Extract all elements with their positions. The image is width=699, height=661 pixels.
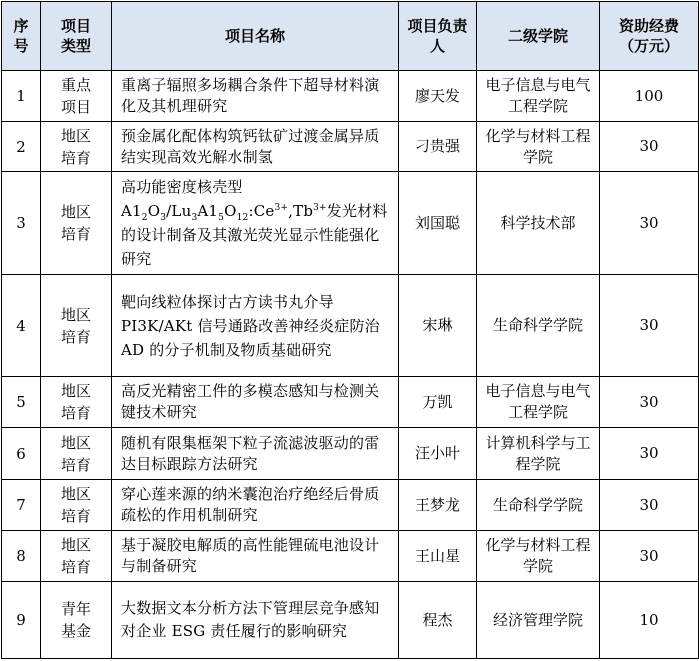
row-idx: 4 — [2, 275, 41, 377]
row-category: 地区培育 — [41, 531, 112, 582]
row-funding: 30 — [600, 275, 699, 377]
row-leader: 程杰 — [399, 582, 477, 659]
row-funding: 30 — [600, 428, 699, 480]
formula-sub: 12 — [236, 213, 249, 223]
row-project-name: 大数据文本分析方法下管理层竞争感知对企业 ESG 责任履行的影响研究 — [112, 582, 399, 659]
row-category: 地区培育 — [41, 377, 112, 428]
header-category: 项目类型 — [41, 2, 112, 71]
row-project-name: 重离子辐照多场耦合条件下超导材料演化及其机理研究 — [112, 71, 399, 122]
row-category: 地区培育 — [41, 122, 112, 172]
row-idx: 1 — [2, 71, 41, 122]
row-leader: 王梦龙 — [399, 480, 477, 531]
row-college: 计算机科学与工程学院 — [477, 428, 600, 480]
formula-sub: 2 — [141, 213, 148, 223]
formula-m: ,Tb — [288, 202, 314, 220]
row-funding: 100 — [600, 71, 699, 122]
row-project-name — [112, 172, 399, 275]
row-idx: 2 — [2, 122, 41, 172]
formula-sup: 3+ — [313, 203, 327, 213]
row-idx: 3 — [2, 172, 41, 275]
formula-c: O — [147, 202, 161, 220]
row-project-name: 靶向线粒体探讨古方读书丸介导PI3K/AKt 信号通路改善神经炎症防治 AD 的分子机制及物质基础研究 — [112, 275, 399, 377]
formula-i: O — [224, 202, 237, 220]
row-project-name: 预金属化配体构筑钙钛矿过渡金属异质结实现高效光解水制氢 — [112, 122, 399, 172]
row-project-name: 随机有限集框架下粒子流滤波驱动的雷达目标跟踪方法研究 — [112, 428, 399, 480]
formula-e: /Lu — [166, 202, 192, 220]
formula-sub: 3 — [191, 213, 198, 223]
row-college: 电子信息与电气工程学院 — [477, 71, 600, 122]
row-leader: 宋琳 — [399, 275, 477, 377]
formula-k: :Ce — [248, 202, 275, 220]
table-row — [2, 122, 699, 172]
row-project-name: 基于凝胶电解质的高性能锂硫电池设计与制备研究 — [112, 531, 399, 582]
row-funding: 10 — [600, 582, 699, 659]
header-row — [2, 2, 699, 71]
name-rest: 发光材料的设计制备及其激光荧光显示性能强化研究 — [121, 202, 388, 268]
row-category: 地区培育 — [41, 428, 112, 480]
row-leader: 刘国聪 — [399, 172, 477, 275]
row-idx: 8 — [2, 531, 41, 582]
header-leader: 项目负责人 — [399, 2, 477, 71]
table-row — [2, 275, 699, 377]
project-table — [1, 1, 699, 659]
row-funding: 30 — [600, 172, 699, 275]
row-idx: 9 — [2, 582, 41, 659]
table-row — [2, 480, 699, 531]
table-row — [2, 582, 699, 659]
row-leader: 廖天发 — [399, 71, 477, 122]
row-leader: 万凯 — [399, 377, 477, 428]
table-row — [2, 377, 699, 428]
formula-g: A1 — [197, 202, 219, 220]
row-college: 生命科学学院 — [477, 480, 600, 531]
row-leader: 刁贵强 — [399, 122, 477, 172]
table-row — [2, 172, 699, 275]
row-funding: 30 — [600, 122, 699, 172]
table-row — [2, 428, 699, 480]
row-category: 重点项目 — [41, 71, 112, 122]
table-row — [2, 71, 699, 122]
row-project-name: 高反光精密工件的多模态感知与检测关键技术研究 — [112, 377, 399, 428]
row-funding: 30 — [600, 531, 699, 582]
row-category: 地区培育 — [41, 275, 112, 377]
row-funding: 30 — [600, 480, 699, 531]
row-category: 青年基金 — [41, 582, 112, 659]
row-leader: 王山星 — [399, 531, 477, 582]
table-row — [2, 531, 699, 582]
header-college: 二级学院 — [477, 2, 600, 71]
row-idx: 6 — [2, 428, 41, 480]
header-idx: 序号 — [2, 2, 41, 71]
formula-sup: 3+ — [274, 203, 289, 213]
formula-sub: 5 — [218, 213, 225, 223]
row-college: 生命科学学院 — [477, 275, 600, 377]
formula-sub: 3 — [160, 213, 167, 223]
header-funding: 资助经费（万元） — [600, 2, 699, 71]
header-name: 项目名称 — [112, 2, 399, 71]
formula-a: A1 — [121, 202, 142, 220]
row-funding: 30 — [600, 377, 699, 428]
name-line1: 高功能密度核壳型 — [121, 178, 243, 196]
row-college: 电子信息与电气工程学院 — [477, 377, 600, 428]
row-project-name: 穿心莲来源的纳米囊泡治疗绝经后骨质疏松的作用机制研究 — [112, 480, 399, 531]
row-college: 科学技术部 — [477, 172, 600, 275]
row-college: 经济管理学院 — [477, 582, 600, 659]
row-category: 地区培育 — [41, 172, 112, 275]
row-leader: 汪小叶 — [399, 428, 477, 480]
row-college: 化学与材料工程学院 — [477, 531, 600, 582]
row-college: 化学与材料工程学院 — [477, 122, 600, 172]
row-idx: 5 — [2, 377, 41, 428]
row-category: 地区培育 — [41, 480, 112, 531]
row-idx: 7 — [2, 480, 41, 531]
